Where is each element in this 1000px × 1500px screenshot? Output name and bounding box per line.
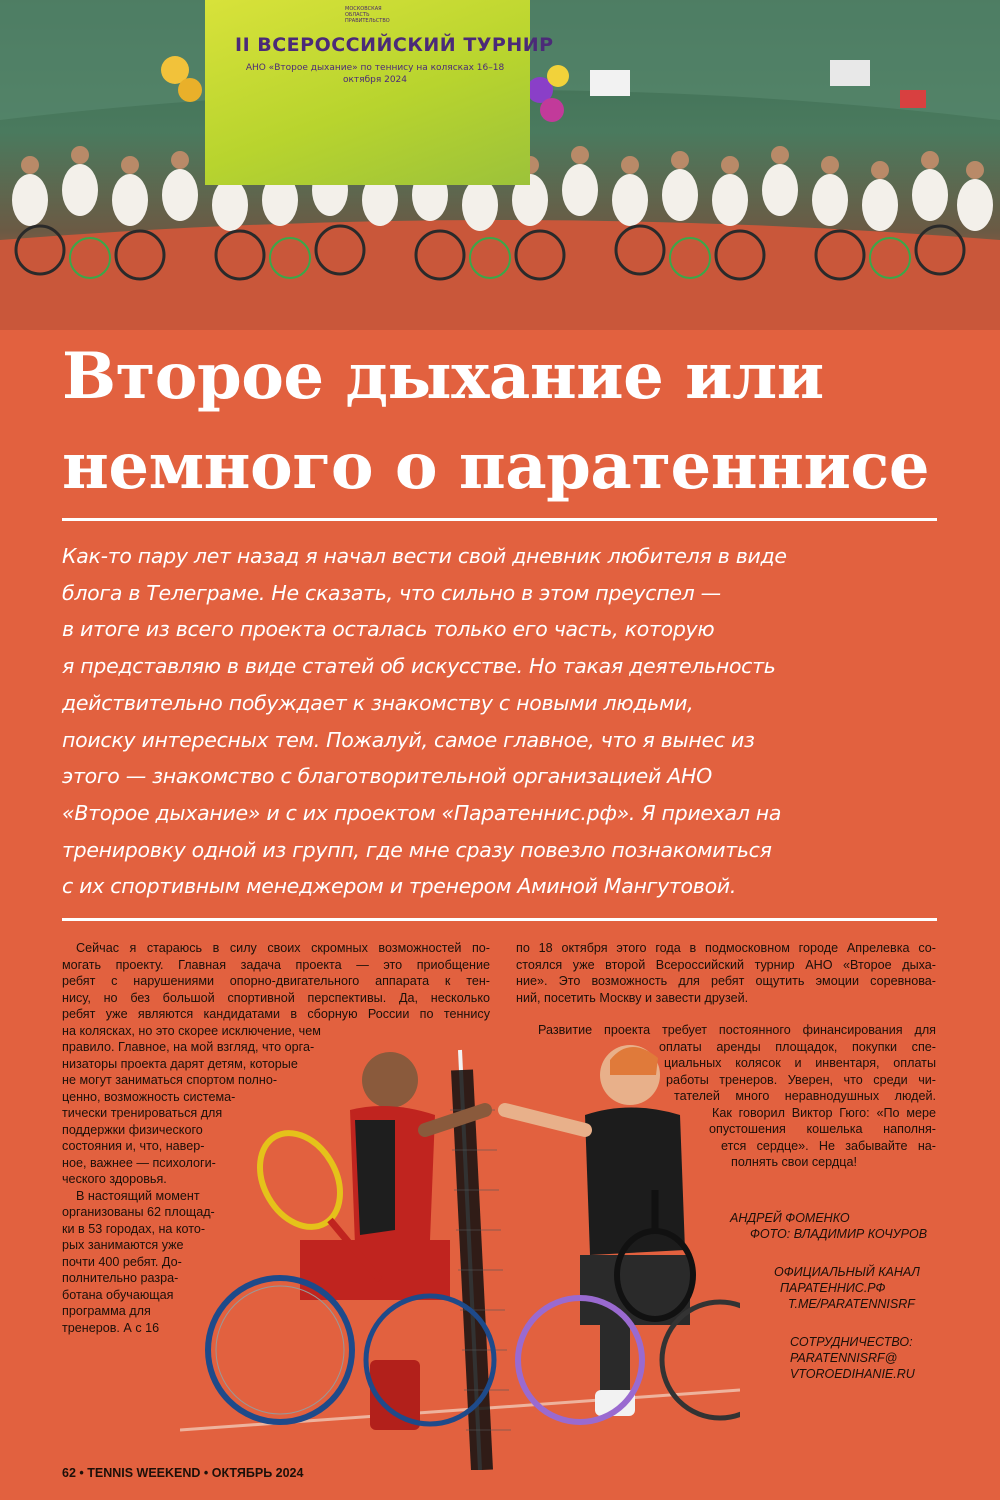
body-line: стоялся уже второй Всероссийский турнир АНО «Второе дыха- [516,957,936,972]
author-credit: АНДРЕЙ ФОМЕНКО [730,1211,850,1225]
lead-line: блога в Телеграме. Не сказать, что сильно в этом преуспел — [62,580,721,605]
banner-subtitle: АНО «Второе дыхание» по теннису на колясках 16–18 октября 2024 [245,63,505,85]
body-line: работы тренеров. Уверен, что среди чи- [666,1072,936,1087]
body-line: ребят уже являются кандидатами в сборную России по теннису [62,1007,490,1021]
body-line: полнять свои сердца! [731,1155,857,1169]
body-line: не могут заниматься спортом полно- [62,1073,278,1087]
body-line: тателей много неравнодушных людей. [674,1089,936,1103]
article-lead [62,538,882,905]
lead-line: этого — знакомство с благотворительной организацией АНО [62,764,712,789]
body-line: ботана обучающая [62,1287,174,1302]
lead-line: поиску интересных тем. Пожалуй, самое главное, что я вынес из [62,727,755,752]
body-column-left [62,940,490,1336]
body-line: ний, посетить Москву и завести друзей. [516,990,749,1005]
body-line: оплаты аренды площадок, покупки спе- [659,1039,936,1054]
body-line: правило. Главное, на мой взгляд, что орга- [62,1040,315,1054]
lead-line: я представляю в виде статей об искусстве. Но такая деятельность [62,654,776,679]
body-line: ние». Это возможность для ребят ощутить эмоции соревнова- [516,974,936,988]
top-photo [0,0,1000,330]
lead-line: в итоге из всего проекта осталась только его часть, которую [62,617,715,642]
body-line: ческого здоровья. [62,1172,167,1186]
body-line: на колясках, но это скорее исключение, чем [62,1023,321,1038]
coop-email[interactable]: VTOROEDIHANIE.RU [790,1367,915,1381]
banner-logo: МОСКОВСКАЯ ОБЛАСТЬ ПРАВИТЕЛЬСТВО [345,6,390,24]
channel-line: ОФИЦИАЛЬНЫЙ КАНАЛ [774,1265,920,1279]
lead-line: действительно побуждает к знакомству с новыми людьми, [62,690,694,715]
body-line: полнительно разра- [62,1271,179,1285]
body-line: организованы 62 площад- [62,1205,215,1219]
body-line: ное, важнее — психологи- [62,1155,216,1170]
body-line: по 18 октября этого года в подмосковном городе Апрелевка со- [516,941,936,955]
tournament-banner [205,0,554,185]
divider-bottom [62,918,937,921]
channel-link[interactable]: T.ME/PARATENNISRF [788,1297,915,1311]
coop-line: СОТРУДНИЧЕСТВО: [790,1335,913,1349]
lead-line: с их спортивным менеджером и тренером Аминой Мангутовой. [62,874,737,899]
body-line: Как говорил Виктор Гюго: «По мере [712,1105,936,1120]
body-line: состояния и, что, навер- [62,1139,205,1153]
banner-title: II ВСЕРОССИЙСКИЙ ТУРНИР [235,34,554,56]
body-line: ценно, возможность система- [62,1089,236,1104]
channel-line: ПАРАТЕННИС.РФ [780,1281,886,1295]
page-footer: 62 • TENNIS WEEKEND • ОКТЯБРЬ 2024 [62,1466,304,1480]
body-line: ребят с нарушениями опорно-двигательного аппарата к тен- [62,974,490,988]
body-line: Сейчас я стараюсь в силу своих скромных возможностей по- [76,941,490,955]
article-headline [62,332,962,512]
body-line: ется сердце». Не забывайте на- [721,1138,936,1153]
body-line: Развитие проекта требует постоянного финансирования для [538,1023,936,1037]
headline-line: Второе дыхание или [62,339,824,414]
body-line: рых занимаются уже [62,1238,184,1252]
body-line: могать проекту. Главная задача проекта — это приобщение [62,957,490,972]
lead-line: Как-то пару лет назад я начал вести свой дневник любителя в виде [62,544,787,568]
photo-credit: ФОТО: ВЛАДИМИР КОЧУРОВ [750,1227,928,1241]
headline-line: немного о паратеннисе [62,429,930,504]
body-line: циальных колясок и инвентаря, оплаты [664,1056,936,1070]
divider-top [62,518,937,521]
body-line: тически тренироваться для [62,1106,223,1120]
lead-line: «Второе дыхание» и с их проектом «Паратеннис.рф». Я приехал на [62,800,782,825]
body-line: почти 400 ребят. До- [62,1254,182,1269]
body-line: нису, но без большой спортивной перспективы. Да, несколько [62,990,490,1005]
body-line: В настоящий момент [76,1188,200,1203]
body-line: поддержки физического [62,1122,203,1137]
body-line: ки в 53 городах, на кото- [62,1221,206,1236]
body-line: программа для [62,1304,151,1318]
body-line: опустошения кошелька наполня- [709,1122,936,1136]
body-column-right [516,940,936,1006]
coop-email[interactable]: PARATENNISRF@ [790,1351,898,1365]
body-line: тренеров. А с 16 [62,1320,160,1335]
body-line: низаторы проекта дарят детям, которые [62,1056,298,1071]
credits-block [710,1210,930,1382]
body-column-right-2 [516,1022,936,1171]
lead-line: тренировку одной из групп, где мне сразу повезло познакомиться [62,837,772,862]
